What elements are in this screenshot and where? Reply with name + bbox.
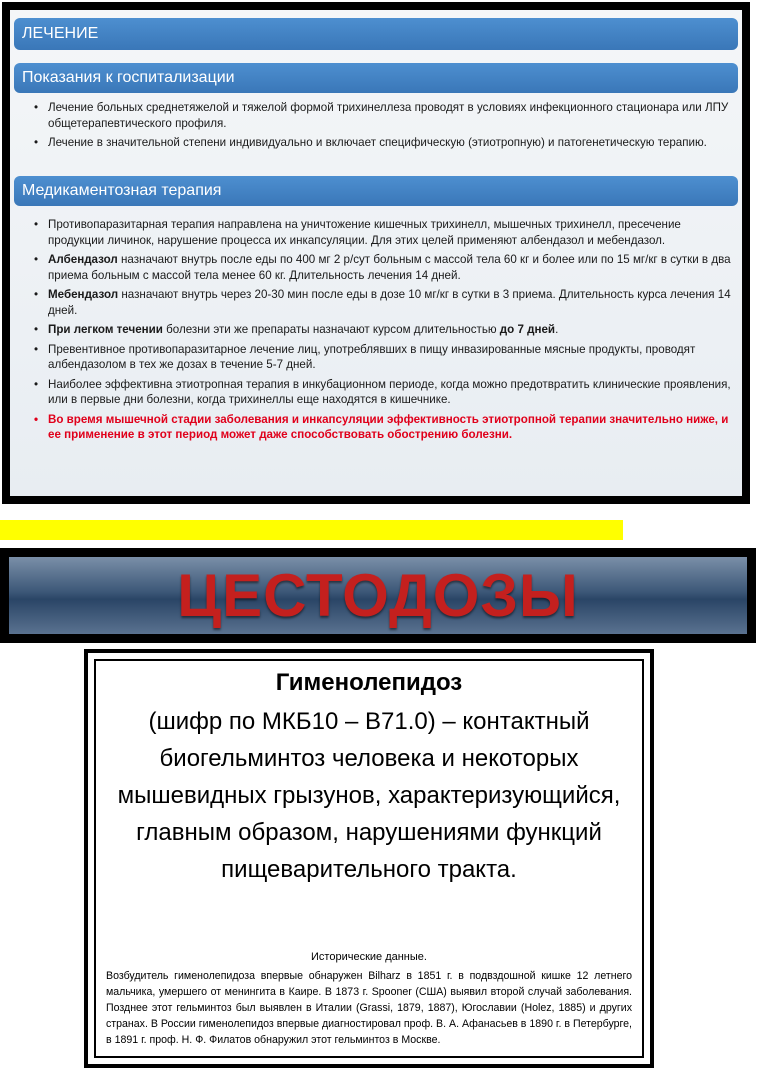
list-item-warning	[34, 412, 732, 443]
list-item	[34, 342, 732, 373]
hospitalization-list	[34, 100, 732, 155]
bullet-icon: •	[34, 288, 39, 301]
bullet-icon: •	[34, 218, 39, 231]
bullet-icon: •	[34, 253, 39, 266]
list-item-text: болезни эти же препараты назначают курсом длительностью	[162, 323, 500, 336]
list-item-text: Противопаразитарная терапия направлена на уничтожение кишечных трихинелл, мышечных трихинелл, пресечение продукции личинок, нарушение процесса их инкапсуляции. Для этих целей применяют албендазол и мебендазол.	[48, 218, 681, 247]
definition-text: (шифр по МКБ10 – В71.0) – контактный биогельминтоз человека и некоторых мышевидных грызунов, характеризующийся, главным образом, нарушениями функций пищеварительного тракта.	[117, 708, 621, 883]
banner-title: ЦЕСТОДОЗЫ	[177, 562, 579, 629]
list-item	[34, 217, 732, 248]
list-item-text: Лечение больных среднетяжелой и тяжелой формой трихинеллеза проводят в условиях инфекционного стационара или ЛПУ общетерапевтического профиля.	[48, 101, 729, 130]
drug-name-albendazole: Албендазол	[48, 253, 118, 266]
warning-text: Во время мышечной стадии заболевания и инкапсуляции эффективность этиотропной терапии значительно ниже, и ее применение в этот период может даже способствовать обострению болезни.	[48, 412, 729, 441]
hymenolepiasis-slide	[84, 649, 654, 1068]
treatment-slide-content	[10, 10, 742, 496]
list-item	[34, 100, 732, 131]
list-item	[34, 252, 732, 283]
hymenolepiasis-slide-content	[94, 659, 644, 1058]
list-item	[34, 135, 732, 151]
banner-background	[9, 557, 747, 634]
bullet-icon: •	[34, 412, 39, 426]
list-item-text: Наиболее эффективна этиотропная терапия в инкубационном периоде, когда можно предотвратить клинические проявления, или в первые дни болезни, когда трихинеллы еще находятся в кишечнике.	[48, 377, 731, 406]
bullet-icon: •	[34, 136, 39, 149]
section-header-medication: Медикаментозная терапия	[14, 176, 738, 206]
list-item-text: назначают внутрь через 20-30 мин после еды в дозе 10 мг/кг в сутки в 3 приема. Длительность курса лечения 14 дней.	[48, 288, 731, 317]
list-item-text: Лечение в значительной степени индивидуально и включает специфическую (этиотропную) и патогенетическую терапию.	[48, 136, 707, 149]
bullet-icon: •	[34, 101, 39, 114]
history-heading: Исторические данные.	[311, 951, 427, 963]
list-item-text: .	[555, 323, 559, 336]
list-item	[34, 322, 732, 338]
emphasis-text: При легком течении	[48, 323, 163, 336]
highlight-bar	[0, 520, 623, 540]
emphasis-text: до 7 дней	[499, 323, 556, 336]
list-item	[34, 287, 732, 318]
list-item-text: назначают внутрь после еды по 400 мг 2 р/сут больным с массой тела 60 кг и более или по 15 мг/кг в сутки в два приема больным с массой тела менее 60 кг. Длительность лечения 14 дней.	[48, 253, 731, 282]
section-header-hospitalization: Показания к госпитализации	[14, 63, 738, 93]
slide-title: ЛЕЧЕНИЕ	[14, 18, 738, 50]
list-item	[34, 377, 732, 408]
drug-name-mebendazole: Мебендазол	[48, 288, 119, 301]
bullet-icon: •	[34, 323, 39, 336]
bullet-icon: •	[34, 342, 39, 356]
history-text: Возбудитель гименолепидоза впервые обнаружен Bilharz в 1851 г. в подвздошной кишке 12 летнего мальчика, умершего от менингита в Каире. В 1873 г. Spooner (США) выявил второй случай заболевания. Позднее этот гельминтоз был выявлен в Италии (Grassi, 1879, 1887), Югославии (Holez, 1885) и других странах. В России гименолепидоз впервые диагностировал проф. В. А. Афанасьев в 1890 г. в Петербурге, в 1891 г. проф. Н. Ф. Филатов обнаружил этот гельминтоз в Москве.	[106, 970, 632, 1046]
slide-title: Гименолепидоз	[275, 669, 463, 696]
cestodoses-banner	[0, 548, 756, 643]
medication-list	[34, 217, 732, 447]
list-item-text: Превентивное противопаразитарное лечение лиц, употреблявших в пищу инвазированные мясные продукты, проводят албендазолом в тех же дозах в течение 5-7 дней.	[48, 342, 696, 371]
bullet-icon: •	[34, 377, 39, 391]
treatment-slide	[2, 2, 750, 504]
